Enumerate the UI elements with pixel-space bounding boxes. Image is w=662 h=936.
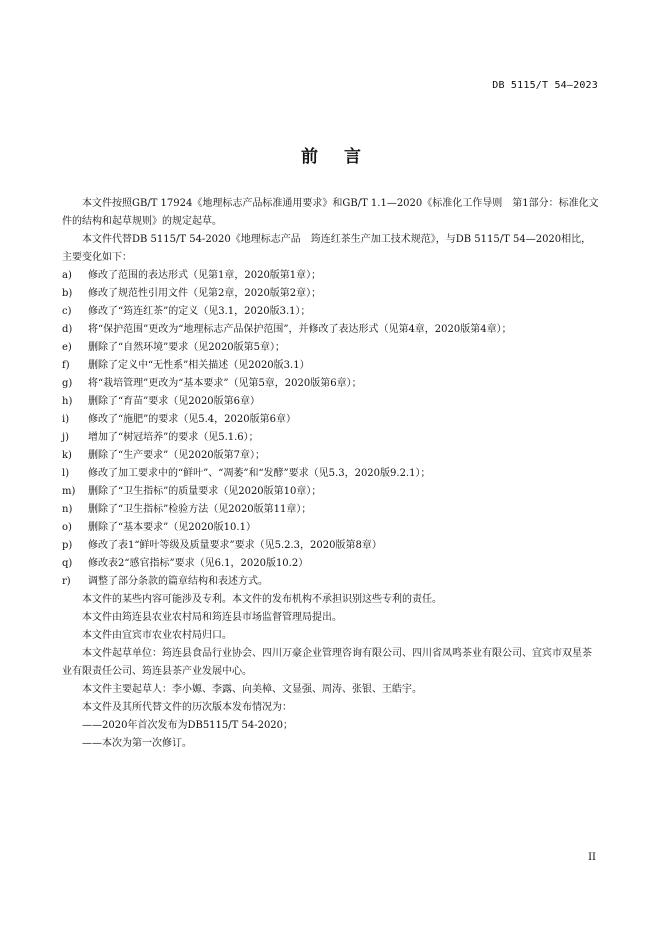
- list-item: [62, 411, 600, 429]
- list-item-text: 增加了“树冠培养”的要求（见5.1.6）；: [88, 432, 259, 443]
- list-item-text: 修改了表1“鲜叶等级及质量要求”要求（见5.2.3，2020版第8章）: [88, 540, 382, 551]
- history-intro: 本文件及其所代替文件的历次版本发布情况为：: [82, 702, 292, 713]
- list-item: [62, 267, 600, 285]
- drafters-statement: 本文件主要起草人：李小嫄、李露、向美樟、文显强、周涛、张银、王皓宇。: [82, 684, 422, 695]
- list-item: [62, 429, 600, 447]
- list-item-mark: r): [62, 576, 71, 587]
- list-item: [62, 375, 600, 393]
- list-item-mark: o): [62, 522, 72, 533]
- history-item: ——2020年首次发布为DB5115/T 54-2020；: [82, 720, 294, 731]
- history-item: ——本次为第一次修订。: [82, 738, 192, 749]
- page-title: 前言: [301, 147, 387, 167]
- list-item-mark: a): [62, 270, 72, 281]
- list-item: [62, 339, 600, 357]
- list-item-mark: m): [62, 486, 76, 497]
- list-item-mark: c): [62, 306, 72, 317]
- list-item: [62, 357, 600, 375]
- list-item-text: 修改表2“感官指标”要求（见6.1，2020版10.2）: [88, 558, 309, 569]
- list-item-text: 删除了“生产要求”（见2020版第7章）；: [88, 450, 266, 461]
- foreword-body: [62, 195, 600, 753]
- intro-paragraph-1: 本文件按照GB/T 17924《地理标志产品标准通用要求》和GB/T 1.1—2020《标准化工作导则 第1部分：标准化文件的结构和起草规则》的规定起草。: [62, 198, 599, 227]
- list-item-mark: q): [62, 558, 73, 569]
- list-item-mark: n): [62, 504, 73, 515]
- proposer-statement: 本文件由筠连县农业农村局和筠连县市场监督管理局提出。: [82, 612, 342, 623]
- drafting-units-statement: 本文件起草单位：筠连县食品行业协会、四川万豪企业管理咨询有限公司、四川省凤鸣茶业有限公司、宜宾市双星茶业有限责任公司、筠连县茶产业发展中心。: [62, 648, 592, 677]
- list-item: [62, 537, 600, 555]
- list-item: [62, 285, 600, 303]
- list-item-mark: h): [62, 396, 73, 407]
- list-item-mark: g): [62, 378, 73, 389]
- list-item: [62, 519, 600, 537]
- list-item-mark: k): [62, 450, 72, 461]
- list-item-mark: i): [62, 414, 70, 425]
- administrator-statement: 本文件由宜宾市农业农村局归口。: [82, 630, 232, 641]
- list-item-text: 将“保护范围”更改为“地理标志产品保护范围”，并修改了表达形式（见第4章，2020版第4章）；: [88, 324, 512, 335]
- list-item-mark: e): [62, 342, 72, 353]
- list-item-text: 删除了“自然环境”要求（见2020版第5章）；: [88, 342, 286, 353]
- list-item-text: 删除了“卫生指标”检验方法（见2020版第11章）；: [88, 504, 312, 515]
- list-item-text: 修改了“筠连红茶”的定义（见3.1，2020版3.1）；: [88, 306, 311, 317]
- list-item-text: 删除了“基本要求”（见2020版10.1）: [88, 522, 256, 533]
- list-item-text: 删除了定义中“无性系”相关描述（见2020版3.1）: [88, 360, 310, 371]
- list-item: [62, 555, 600, 573]
- list-item-text: 修改了范围的表达形式（见第1章，2020版第1章）；: [88, 270, 322, 281]
- intro-paragraph-2: 本文件代替DB 5115/T 54-2020《地理标志产品 筠连红茶生产加工技术规范》，与DB 5115/T 54—2020相比，主要变化如下：: [62, 234, 592, 263]
- list-item-text: 修改了加工要求中的“鲜叶”、“凋萎”和“发酵”要求（见5.3，2020版9.2.1）；: [88, 468, 431, 479]
- changes-list: [62, 267, 600, 591]
- list-item-text: 删除了“育苗”要求（见2020版第6章）: [88, 396, 261, 407]
- list-item-text: 删除了“卫生指标”的质量要求（见2020版第10章）；: [88, 486, 322, 497]
- list-item: [62, 303, 600, 321]
- list-item: [62, 393, 600, 411]
- list-item-mark: l): [62, 468, 70, 479]
- list-item-mark: p): [62, 540, 73, 551]
- list-item-text: 修改了规范性引用文件（见第2章，2020版第2章）；: [88, 288, 322, 299]
- list-item: [62, 573, 600, 591]
- document-code-header: DB 5115/T 54—2023: [492, 80, 598, 91]
- patent-statement: 本文件的某些内容可能涉及专利。本文件的发布机构不承担识别这些专利的责任。: [82, 594, 442, 605]
- list-item-text: 修改了“施肥”的要求（见5.4，2020版第6章）: [88, 414, 296, 425]
- list-item-mark: b): [62, 288, 73, 299]
- list-item-mark: j): [62, 432, 70, 443]
- list-item-text: 将“栽培管理”更改为“基本要求”（见第5章，2020版第6章）；: [88, 378, 362, 389]
- list-item-mark: d): [62, 324, 73, 335]
- list-item: [62, 321, 600, 339]
- list-item: [62, 501, 600, 519]
- list-item: [62, 465, 600, 483]
- list-item: [62, 447, 600, 465]
- list-item: [62, 483, 600, 501]
- list-item-text: 调整了部分条款的篇章结构和表述方式。: [88, 576, 268, 587]
- list-item-mark: f): [62, 360, 70, 371]
- page-number: II: [588, 852, 596, 863]
